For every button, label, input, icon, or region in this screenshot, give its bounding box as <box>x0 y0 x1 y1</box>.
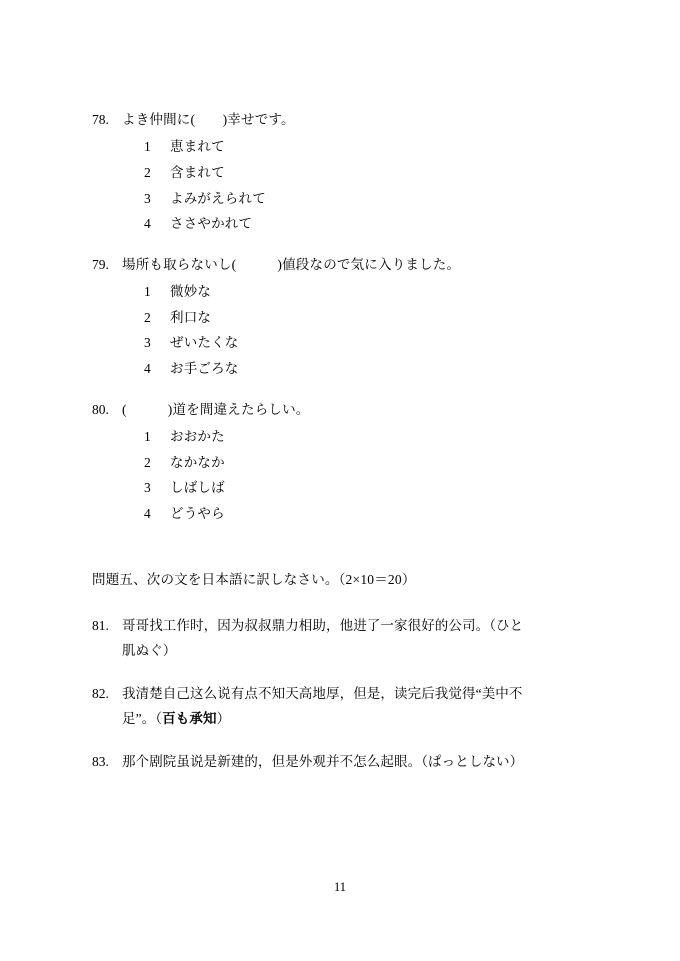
translation-text <box>122 614 592 664</box>
translation-item <box>92 614 592 664</box>
option-label: 微妙な <box>170 284 212 300</box>
option-label: ささやかれて <box>170 216 253 232</box>
option-list <box>92 279 592 382</box>
option-item[interactable] <box>92 424 592 450</box>
question-stem <box>92 110 592 130</box>
translation-item <box>92 750 592 775</box>
option-label: お手ごろな <box>170 360 239 376</box>
option-number: 3 <box>144 335 151 351</box>
translation-text <box>122 682 592 732</box>
option-number: 2 <box>144 454 151 470</box>
translation-text <box>122 750 592 775</box>
option-label: なかなか <box>170 454 225 470</box>
question-number: 79. <box>92 256 109 272</box>
option-list <box>92 134 592 237</box>
translation-number: 81. <box>92 618 109 634</box>
option-label: おおかた <box>170 428 225 444</box>
translation-number: 83. <box>92 754 109 770</box>
question-block <box>92 255 592 382</box>
option-label: しばしば <box>170 480 225 496</box>
option-item[interactable] <box>92 211 592 237</box>
option-number: 2 <box>144 164 151 180</box>
option-number: 3 <box>144 190 151 206</box>
option-number: 1 <box>144 284 151 300</box>
question-text: よき仲間に( )幸せです。 <box>122 112 295 127</box>
translation-line-2-suffix: ） <box>216 711 231 727</box>
translation-line-1: 哥哥找工作时，因为叔叔鼎力相助，他进了一家很好的公司。（ひと <box>122 618 524 634</box>
option-label: よみがえられて <box>170 190 266 206</box>
question-stem <box>92 255 592 275</box>
question-block <box>92 400 592 527</box>
translation-line-2-suffix: 肌ぬぐ） <box>122 643 177 659</box>
option-item[interactable] <box>92 160 592 186</box>
section-heading: 問題五、次の文を日本語に訳しなさい。（2×10＝20） <box>92 572 416 588</box>
translation-line-1: 我清楚自己这么说有点不知天高地厚，但是，读完后我觉得“美中不 <box>122 686 523 702</box>
option-item[interactable] <box>92 186 592 212</box>
option-item[interactable] <box>92 475 592 501</box>
option-item[interactable] <box>92 356 592 382</box>
translation-number: 82. <box>92 686 109 702</box>
option-label: 含まれて <box>170 164 225 180</box>
question-number: 80. <box>92 401 109 417</box>
question-text: ( )道を間違えたらしい。 <box>122 401 310 417</box>
document-body <box>92 110 592 793</box>
question-text: 場所も取らないし( )値段なので気に入りました。 <box>122 256 461 272</box>
option-number: 1 <box>144 428 151 444</box>
option-label: ぜいたくな <box>170 335 239 351</box>
option-number: 4 <box>144 505 151 521</box>
option-label: 恵まれて <box>170 139 225 155</box>
question-number: 78. <box>92 112 109 127</box>
translation-item <box>92 682 592 732</box>
option-item[interactable] <box>92 134 592 160</box>
option-number: 1 <box>144 139 151 155</box>
option-label: どうやら <box>170 505 225 521</box>
option-item[interactable] <box>92 330 592 356</box>
option-item[interactable] <box>92 279 592 305</box>
option-number: 3 <box>144 480 151 496</box>
option-number: 4 <box>144 216 151 232</box>
option-list <box>92 424 592 527</box>
translation-line-1: 那个剧院虽说是新建的，但是外观并不怎么起眼。（ぱっとしない） <box>122 754 524 770</box>
question-stem <box>92 400 592 420</box>
option-number: 4 <box>144 360 151 376</box>
translation-line-2-prefix: 足”。（ <box>122 711 163 727</box>
option-number: 2 <box>144 309 151 325</box>
page-number: 11 <box>333 880 347 894</box>
option-item[interactable] <box>92 501 592 527</box>
question-block <box>92 110 592 237</box>
option-label: 利口な <box>170 309 212 325</box>
translation-keyword: 百も承知 <box>162 711 217 727</box>
option-item[interactable] <box>92 450 592 476</box>
option-item[interactable] <box>92 305 592 331</box>
